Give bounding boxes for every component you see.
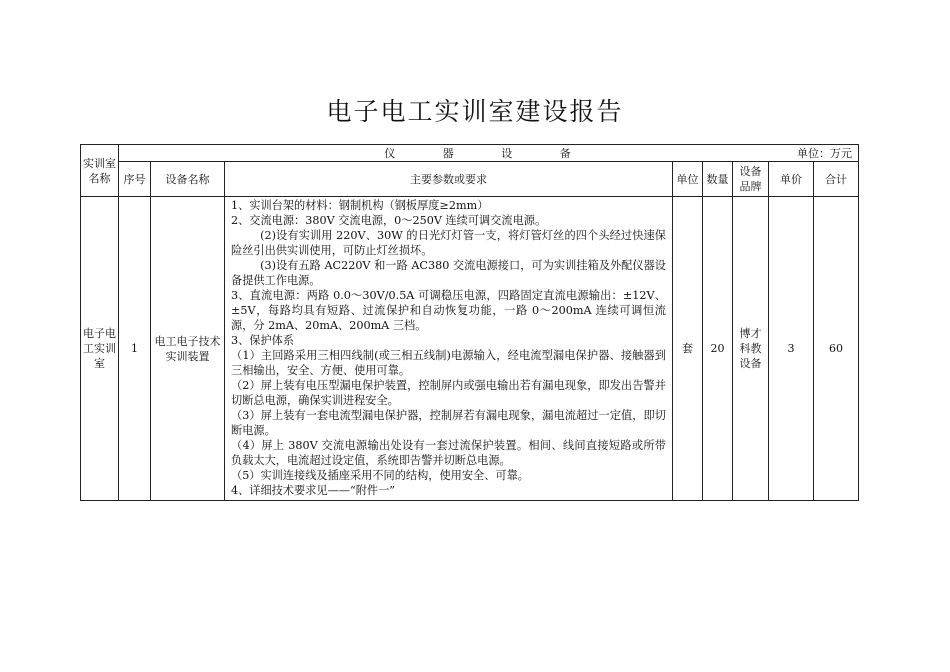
equipment-group-header xyxy=(119,145,859,162)
quantity-header: 数量 xyxy=(703,162,733,197)
req-line: （5）实训连接线及插座采用不同的结构，使用安全、可靠。 xyxy=(231,469,529,482)
req-line: (2)设有实训用 220V、30W 的日光灯灯管一支，将灯管灯丝的四个头经过快速保险丝引出供实训使用，可防止灯丝损坏。 xyxy=(231,229,666,257)
req-line: （1）主回路采用三相四线制(或三相五线制)电源输入，经电流型漏电保护器、接触器到三相输出，安全、方便、使用可靠。 xyxy=(231,349,666,377)
name-cell: 电工电子技术实训装置 xyxy=(151,197,225,501)
brand-header: 设备品牌 xyxy=(733,162,769,197)
req-line: 3、保护体系 xyxy=(231,334,295,347)
room-cell: 电子电工实训室 xyxy=(81,197,119,501)
equipment-table xyxy=(80,144,859,501)
unit-cell: 套 xyxy=(673,197,703,501)
req-line: 3、直流电源：两路 0.0～30V/0.5A 可调稳压电源，四路固定直流电源输出：±12V、±5V，每路均具有短路、过流保护和自动恢复功能，一路 0～200mA 连续可调恒流源，分 2mA、20mA、200mA 三档。 xyxy=(231,289,666,332)
price-header: 单价 xyxy=(769,162,814,197)
requirements-cell xyxy=(225,197,673,501)
req-line: （4）屏上 380V 交流电源输出处设有一套过流保护装置。相间、线间直接短路或所带负载太大，电流超过设定值，系统即告警并切断总电源。 xyxy=(231,439,666,467)
price-cell: 3 xyxy=(769,197,814,501)
req-line: 1、实训台架的材料：钢制机构（钢板厚度≥2mm） xyxy=(231,199,489,212)
group-header-label: 仪 器 设 备 xyxy=(384,146,593,160)
table-row xyxy=(81,197,859,501)
req-line: （3）屏上装有一套电流型漏电保护器，控制屏若有漏电现象，漏电流超过一定值，即切断电源。 xyxy=(231,409,666,437)
req-line: 2、交流电源：380V 交流电源，0～250V 连续可调交流电源。 xyxy=(231,214,547,227)
unit-label: 单位：万元 xyxy=(797,147,852,160)
seq-cell: 1 xyxy=(119,197,151,501)
name-header: 设备名称 xyxy=(151,162,225,197)
brand-cell: 博才科教设备 xyxy=(733,197,769,501)
page-title: 电子电工实训室建设报告 xyxy=(326,97,624,126)
requirements-header: 主要参数或要求 xyxy=(225,162,673,197)
total-header: 合计 xyxy=(814,162,859,197)
req-line: （2）屏上装有电压型漏电保护装置，控制屏内或强电输出若有漏电现象，即发出告警并切断总电源，确保实训进程安全。 xyxy=(231,379,666,407)
quantity-cell: 20 xyxy=(703,197,733,501)
req-line: (3)设有五路 AC220V 和一路 AC380 交流电源接口，可为实训挂箱及外配仪器设备提供工作电源。 xyxy=(231,259,666,287)
seq-header: 序号 xyxy=(119,162,151,197)
total-cell: 60 xyxy=(814,197,859,501)
room-name-header: 实训室名称 xyxy=(81,145,119,197)
req-line: 4、详细技术要求见——“附件一” xyxy=(231,484,395,497)
unit-header: 单位 xyxy=(673,162,703,197)
